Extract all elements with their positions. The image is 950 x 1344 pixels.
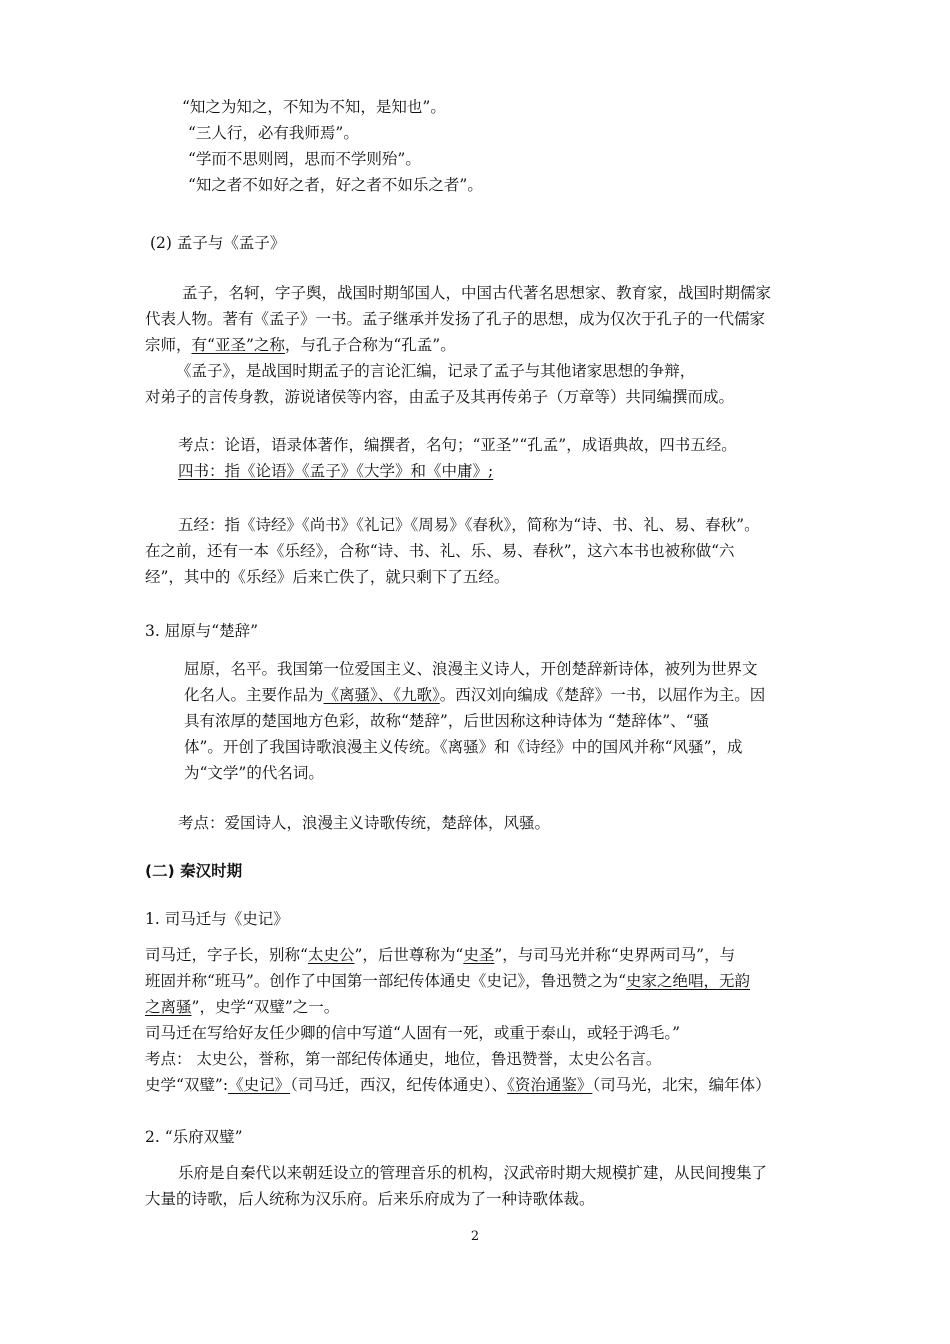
section-heading-qinhan: (二) 秦汉时期 [145, 862, 243, 880]
text-segment: 史学“双璧”: [145, 1076, 229, 1094]
quyuan-para-line: 体”。开创了我国诗歌浪漫主义传统。《离骚》和《诗经》中的国风并称“风骚”，成 [184, 738, 743, 756]
underlined-quote: 史家之绝唱，无韵 [626, 972, 751, 990]
shuangbi-line [145, 1074, 771, 1096]
exam-points-mencius: 考点：论语，语录体著作，编撰者，名句；“亚圣”“孔孟”，成语典故，四书五经。 [178, 436, 737, 454]
yuefu-para-line: 乐府是自秦代以来朝廷设立的管理音乐的机构，汉武帝时期大规模扩建，从民间搜集了 [178, 1164, 768, 1182]
simaqian-para-line [145, 996, 339, 1018]
yuefu-para-line: 大量的诗歌，后人统称为汉乐府。后来乐府成为了一种诗歌体裁。 [145, 1190, 595, 1208]
mencius-para-line: 《孟子》，是战国时期孟子的言论汇编，记录了孟子与其他诸家思想的争辩， [176, 362, 696, 380]
underlined-quote: 之离骚 [145, 998, 192, 1016]
quyuan-para-line: 具有浓厚的楚国地方色彩，故称“楚辞”，后世因称这种诗体为 “楚辞体”、“骚 [184, 712, 710, 730]
mencius-para-line [145, 334, 456, 356]
subsection-heading-yuefu: 2. “乐府双璧” [145, 1128, 243, 1146]
five-classics-line: 在之前，还有一本《乐经》，合称“诗、书、礼、乐、易、春秋”，这六本书也被称做“六 [145, 542, 735, 560]
text-segment: 化名人。主要作品为 [184, 686, 324, 704]
text-segment: 司马迁，字子长，别称“ [145, 946, 308, 964]
four-books-definition: 四书：指《论语》《孟子》《大学》和《中庸》; [178, 462, 494, 480]
quote-3: “学而不思则罔，思而不学则殆”。 [188, 150, 421, 168]
underlined-book: 《史记》 [228, 1076, 291, 1094]
underlined-book: 《资治通鉴》 [507, 1076, 593, 1094]
section-heading-quyuan: 3. 屈原与“楚辞” [145, 622, 259, 640]
subsection-heading-simaqian: 1. 司马迁与《史记》 [145, 910, 289, 928]
text-segment: ”，史学“双璧”之一。 [191, 998, 340, 1016]
quote-1: “知之为知之，不知为不知，是知也”。 [182, 98, 446, 116]
text-segment: 宗师， [145, 336, 192, 354]
text-segment: 。西汉刘向编成《楚辞》一书，以屈作为主。因 [439, 686, 766, 704]
quote-2: “三人行，必有我师焉”。 [188, 124, 359, 142]
exam-points-quyuan: 考点：爱国诗人，浪漫主义诗歌传统，楚辞体，风骚。 [178, 814, 551, 832]
text-segment: 班固并称“班马”。创作了中国第一部纪传体通史《史记》，鲁迅赞之为“ [145, 972, 627, 990]
quyuan-para-line: 屈原，名平。我国第一位爱国主义、浪漫主义诗人，开创楚辞新诗体，被列为世界文 [184, 660, 758, 678]
five-classics-line: 五经：指《诗经》《尚书》《礼记》《周易》《春秋》，简称为“诗、书、礼、易、春秋”。 [178, 516, 760, 534]
mencius-para-line: 孟子，名轲，字子舆，战国时期邹国人，中国古代著名思想家、教育家，战国时期儒家 [182, 284, 772, 302]
exam-points-simaqian: 考点： 太史公，誉称，第一部纪传体通史，地位，鲁迅赞誉，太史公名言。 [145, 1050, 662, 1068]
text-segment: ”，与司马光并称“史界两司马”，与 [494, 946, 736, 964]
underlined-works: 《离骚》、《九歌》 [323, 686, 440, 704]
mencius-para-line: 对弟子的言传身教，游说诸侯等内容，由孟子及其再传弟子（万章等）共同编撰而成。 [145, 388, 735, 406]
section-heading-mencius: (2) 孟子与《孟子》 [150, 234, 286, 252]
underlined-term: 太史公 [307, 946, 355, 964]
page-number: 2 [470, 1229, 480, 1244]
simaqian-para-line: 司马迁在写给好友任少卿的信中写道“人固有一死，或重于泰山，或轻于鸿毛。” [145, 1024, 681, 1042]
text-segment: （司马迁，西汉，纪传体通史）、 [290, 1076, 508, 1094]
simaqian-para-line [145, 944, 735, 966]
text-segment: ，与孔子合称为“孔孟”。 [284, 336, 456, 354]
text-segment: ”，后世尊称为“ [354, 946, 464, 964]
five-classics-line: 经”，其中的《乐经》后来亡佚了，就只剩下了五经。 [145, 568, 510, 586]
mencius-para-line: 代表人物。著有《孟子》一书。孟子继承并发扬了孔子的思想，成为仅次于孔子的一代儒家 [145, 310, 766, 328]
underlined-term: 有“亚圣”之称 [191, 336, 285, 354]
quyuan-para-line: 为“文学”的代名词。 [184, 764, 324, 782]
simaqian-para-line [145, 970, 750, 992]
quote-4: “知之者不如好之者，好之者不如乐之者”。 [188, 176, 483, 194]
quyuan-para-line [184, 684, 765, 706]
text-segment: （司马光，北宋，编年体） [592, 1076, 771, 1094]
underlined-term: 史圣 [463, 946, 495, 964]
